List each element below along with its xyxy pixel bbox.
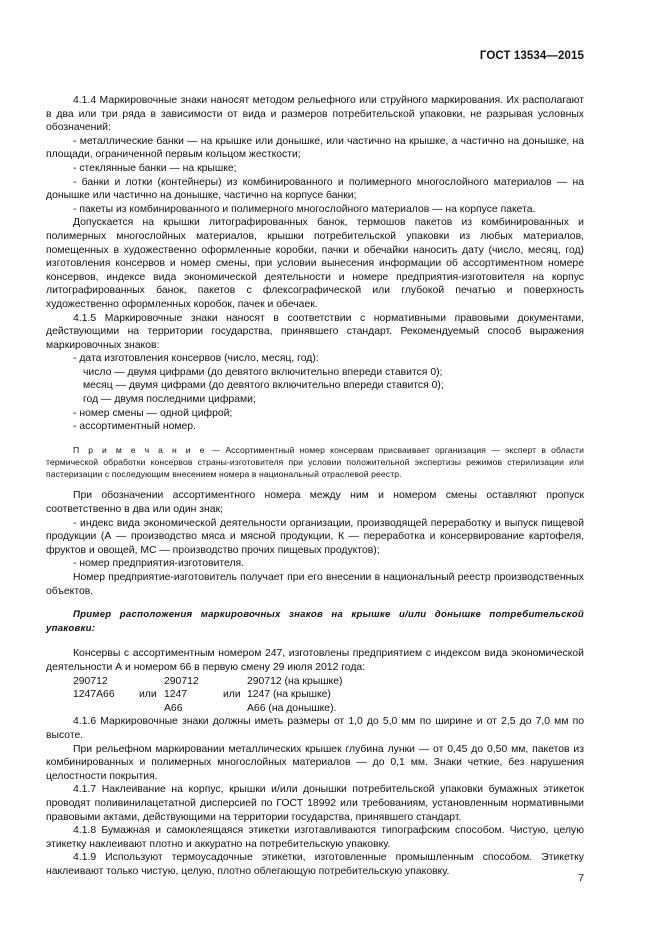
sub-list-item: месяц — двумя цифрами (до девятого включительно впереди ставится 0); — [83, 380, 444, 392]
section-4-1-8-paragraph: 4.1.8 Бумажная и самоклеящаяся этикетки изготавливаются типографским способом. Чистую, целую этикетку наклеивают плотно и аккуратно на потребительскую упаковку. — [46, 825, 584, 850]
note-paragraph — [46, 444, 584, 481]
list-item: - банки и лотки (контейнеры) из комбинированного и полимерного многослойного материалов — на донышке или частично на донышке, частично на корпусе банки; — [46, 176, 584, 202]
list-item: - индекс вида экономической деятельности организации, производящей переработку и выпуск пищевой продукции (А — производство мяса и мясной продукции, К — переработка и консервирование картофеля, фруктов и овощей, МС — производство прочих пищевых продуктов); — [46, 517, 584, 556]
page-number: 7 — [578, 873, 584, 884]
section-4-1-6-paragraph: При рельефном маркировании металлических крышек глубина лунки — от 0,45 до 0,50 мм, пакетов из комбинированных и полимерных многослойных материалов — до 0,1 мм. Знаки четкие, без нарушения целостности покрытия. — [46, 743, 584, 782]
table-row — [73, 702, 342, 716]
section-4-1-7-paragraph: 4.1.7 Наклеивание на корпус, крышки и/или донышки потребительской упаковки бумажных этикеток проводят поливинилацетатной дисперсией по ГОСТ 18992 или требованиям, установленным нормативными правовыми актами, действующими на территории государства, принявшего стандарт. — [46, 784, 584, 823]
after-note-paragraph: При обозначении ассортиментного номера между ним и номером смены оставляют пропуск соответственно в два или один знак; — [46, 490, 584, 516]
table-cell: 290712 (на крышке) — [247, 675, 343, 687]
list-item: - пакеты из комбинированного и полимерного многослойного материалов — на корпусе пакета. — [73, 203, 536, 215]
list-item: - металлические банки — на крышке или донышке, или частично на крышке, а частично на донышке, на площади, ограниченной первым кольцом жесткости; — [46, 135, 584, 161]
table-cell — [223, 702, 247, 716]
document-page — [46, 0, 584, 936]
table-cell — [73, 702, 139, 716]
table-cell: А66 — [164, 702, 183, 714]
sub-list-item: число — двумя цифрами (до девятого включительно впереди ставится 0); — [83, 366, 443, 378]
example-caption-italic: расположения маркировочных знаков на крышке и/или донышке потребительской упаковки: — [46, 609, 584, 634]
section-4-1-4-paragraph: Допускается на крышки литографированных банок, термошов пакетов из комбинированных и полимерных многослойных материалов, крышки потребительской упаковки из любых материалов, помещенных в художественно оформленные коробки, пачки и обечайки наносить дату (число, месяц, год) изготовления консервов и номер смены, при условии вынесения информации об ассортиментном номере консервов, индексе вида экономической деятельности и номере предприятия-изготовителя на корпус литографированных банок, пакетов с флексографической или глубокой печатью и поверхность художественно оформленных коробок, пачек и обечаек. — [46, 217, 584, 310]
table-cell — [139, 675, 164, 689]
after-note-paragraph: Номер предприятие-изготовитель получает при его внесении в национальный реестр производственных объектов. — [46, 572, 584, 597]
table-row — [73, 675, 342, 689]
table-cell: А66 (на донышке). — [247, 702, 337, 714]
example-caption-bold: Пример — [73, 609, 112, 621]
table-cell: 1247 — [164, 689, 188, 701]
section-4-1-4-intro: 4.1.4 Маркировочные знаки наносят методом рельефного или струйного маркирования. Их располагают в два или три ряда в зависимости от вида и размеров потребительской упаковки, не разрывая условных обозначений: — [46, 95, 584, 134]
table-row — [73, 688, 342, 702]
table-cell — [139, 702, 164, 716]
standard-header: ГОСТ 13534—2015 — [479, 50, 584, 62]
section-4-1-9-paragraph: 4.1.9 Используют термоусадочные этикетки, изготовленные промышленным способом. Этикетку наклеивают только чистую, целую, плотно облегающую потребительскую упаковку. — [46, 852, 584, 877]
table-cell: 1247 (на крышке) — [247, 689, 331, 701]
list-item: - дата изготовления консервов (число, месяц, год): — [73, 353, 319, 365]
section-4-1-5-intro: 4.1.5 Маркировочные знаки наносят в соответствии с нормативными правовыми документами, действующими на территории государства, принявшего стандарт. Рекомендуемый способ выражения маркировочных знаков: — [46, 312, 584, 351]
list-item: - ассортиментный номер. — [73, 421, 196, 433]
example-paragraph: Консервы с ассортиментным номером 247, изготовлены предприятием с индексом вида экономической деятельности А и номером 66 в первую смену 29 июля 2012 года: — [46, 648, 584, 673]
list-item: - номер смены — одной цифрой; — [73, 407, 233, 419]
list-item: - номер предприятия-изготовителя. — [73, 558, 245, 570]
note-label: П р и м е ч а н и е — [73, 444, 207, 455]
section-4-1-6-paragraph: 4.1.6 Маркировочные знаки должны иметь размеры от 1,0 до 5,0 мм по ширине и от 2,5 до 7,0 мм по высоте. — [46, 716, 584, 741]
sub-list-item: год — двумя последними цифрами; — [83, 394, 256, 406]
table-cell: 290712 — [164, 675, 199, 687]
note-text: — Ассортиментный номер консервам присваивает организация — эксперт в области термической обработки консервов страны-изготовителя при условии положительной экспертизы режимов стерилизации или пастеризации с последующим внесением номера в национальный отраслевой реестр. — [46, 444, 584, 480]
table-cell — [223, 675, 247, 689]
table-cell: или — [139, 689, 157, 701]
table-cell: 290712 — [73, 675, 108, 687]
marking-example-table — [73, 675, 342, 716]
table-cell: 1247А66 — [73, 689, 115, 701]
list-item: - стеклянные банки — на крышке; — [73, 162, 237, 174]
table-cell: или — [223, 689, 241, 701]
example-caption — [46, 608, 584, 635]
page-content — [46, 94, 584, 878]
